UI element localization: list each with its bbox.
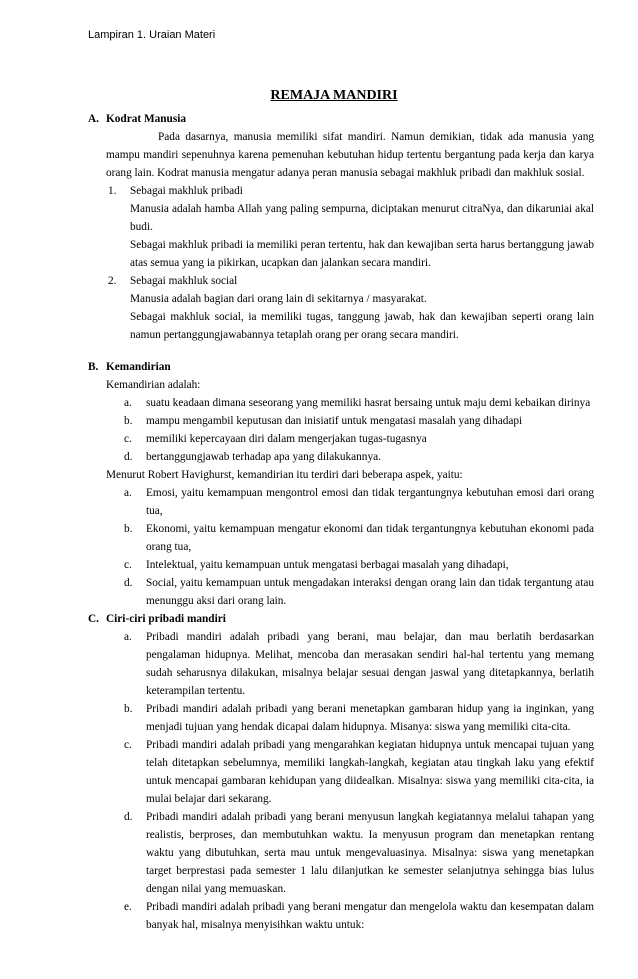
list-marker: b. bbox=[124, 523, 133, 535]
section-letter: B. bbox=[88, 361, 99, 373]
intro-text: Menurut Robert Havighurst, kemandirian itu terdiri dari beberapa aspek, yaitu: bbox=[106, 469, 463, 481]
list-marker: b. bbox=[124, 415, 133, 427]
header-note: Lampiran 1. Uraian Materi bbox=[88, 29, 216, 41]
list-item-text: Pribadi mandiri adalah pribadi yang berani mengatur dan mengelola waktu dan kesempatan dalam banyak hal, misalnya menyisihkan waktu untuk: bbox=[146, 901, 594, 931]
document-body bbox=[88, 110, 594, 934]
list-item-text: suatu keadaan dimana seseorang yang memiliki hasrat bersaing untuk maju demi kebaikan dirinya bbox=[146, 397, 591, 409]
section-a bbox=[88, 110, 594, 344]
list-item-text: Manusia adalah hamba Allah yang paling sempurna, diciptakan menurut citraNya, dan dikaruniai akal budi. bbox=[130, 203, 594, 233]
list-item-text: bertanggungjawab terhadap apa yang dilakukannya. bbox=[146, 451, 381, 463]
list-item bbox=[124, 394, 594, 412]
list-item-text: Pribadi mandiri adalah pribadi yang berani, mau belajar, dan mau berlatih berdasarkan pengalaman hidupnya. Melihat, mencoba dan merasakan sendiri hal-hal tertentu yang memang sudah seharusnya dilakukan, misalnya belajar sesuai dengan jaswal yang ditetapkannya, berlatih keterampilan tertentu. bbox=[146, 631, 594, 697]
section-heading bbox=[88, 110, 594, 128]
section-letter: C. bbox=[88, 613, 99, 625]
list-item bbox=[124, 628, 594, 700]
list-item-text: Pribadi mandiri adalah pribadi yang mengarahkan kegiatan hidupnya untuk mencapai tujuan yang telah ditetapkan sebelumnya, memiliki langkah-langkah, kegiatan atau tingkah laku yang efektif untuk mencapai gambaran kehidupan yang diidealkan. Misalnya: siswa yang memiliki cita-cita, ia mulai belajar dari sekarang. bbox=[146, 739, 594, 805]
list-item-text: Ekonomi, yaitu kemampuan mengatur ekonomi dan tidak tergantungnya kebutuhan ekonomi pada orang tua, bbox=[146, 523, 594, 553]
list-item-text: memiliki kepercayaan diri dalam mengerjakan tugas-tugasnya bbox=[146, 433, 427, 445]
list-marker: d. bbox=[124, 577, 133, 589]
section-title: Kodrat Manusia bbox=[106, 113, 187, 125]
list-item-text: Social, yaitu kemampuan untuk mengadakan interaksi dengan orang lain dan tidak tergantung atau menunggu aksi dari orang lain. bbox=[146, 577, 594, 607]
list-item bbox=[124, 430, 594, 448]
list-marker: 1. bbox=[108, 185, 117, 197]
list-item bbox=[124, 898, 594, 934]
section-c bbox=[88, 610, 594, 934]
list-item-text: Pribadi mandiri adalah pribadi yang berani menyusun langkah kegiatannya melalui tahapan yang realistis, berproses, dan membutuhkan waktu. Ia menyusun program dan menetapkan rentang waktu yang dibutuhkan, serta mau untuk mengevaluasinya. Misalnya: siswa yang menetapkan target berprestasi pada semester 1 lalu dilanjutkan ke semester selanjutnya sehingga bias lulus dengan nilai yang memuaskan. bbox=[146, 811, 594, 895]
list-item-title: Sebagai makhluk social bbox=[130, 275, 238, 287]
intro-text: Kemandirian adalah: bbox=[106, 379, 201, 391]
list-marker: b. bbox=[124, 703, 133, 715]
list-marker: c. bbox=[124, 739, 132, 751]
list-item bbox=[124, 808, 594, 898]
list-item-text: Pribadi mandiri adalah pribadi yang berani menetapkan gambaran hidup yang ia inginkan, yang menjadi tujuan yang hendak dicapai dalam hidupnya. Misanya: siswa yang memiliki cita-cita. bbox=[146, 703, 594, 733]
list-marker: c. bbox=[124, 559, 132, 571]
list-item-text: Sebagai makhluk social, ia memiliki tugas, tanggung jawab, hak dan kewajiban seperti orang lain namun pertanggungjawabannya tetaplah orang per orang secara mandiri. bbox=[130, 311, 594, 341]
section-title: Kemandirian bbox=[106, 361, 171, 373]
list-item bbox=[124, 448, 594, 466]
list-marker: d. bbox=[124, 451, 133, 463]
list-item-title: Sebagai makhluk pribadi bbox=[130, 185, 243, 197]
list-item bbox=[108, 272, 594, 344]
list-item bbox=[124, 700, 594, 736]
list-marker: a. bbox=[124, 631, 132, 643]
list-item-text: Sebagai makhluk pribadi ia memiliki peran tertentu, hak dan kewajiban serta harus bertanggung jawab atas semua yang ia pikirkan, ucapkan dan jalankan secara mandiri. bbox=[130, 239, 594, 269]
list-marker: a. bbox=[124, 487, 132, 499]
paragraph: Pada dasarnya, manusia memiliki sifat mandiri. Namun demikian, tidak ada manusia yang mampu mandiri sepenuhnya karena pemenuhan kebutuhan hidup tertentu bergantung pada kerja dan karya orang lain. Kodrat manusia mengatur adanya peran manusia sebagai makhluk pribadi dan makhluk sosial. bbox=[106, 131, 594, 179]
section-letter: A. bbox=[88, 113, 99, 125]
list-marker: e. bbox=[124, 901, 132, 913]
list-marker: d. bbox=[124, 811, 133, 823]
list-item bbox=[124, 574, 594, 610]
list-item-text: Manusia adalah bagian dari orang lain di sekitarnya / masyarakat. bbox=[130, 293, 427, 305]
list-item bbox=[108, 182, 594, 272]
page-title: REMAJA MANDIRI bbox=[270, 88, 398, 103]
list-item bbox=[124, 484, 594, 520]
list-item bbox=[124, 520, 594, 556]
list-item bbox=[124, 736, 594, 808]
list-marker: 2. bbox=[108, 275, 117, 287]
list-item bbox=[124, 412, 594, 430]
list-item bbox=[124, 556, 594, 574]
list-item-text: mampu mengambil keputusan dan inisiatif untuk mengatasi masalah yang dihadapi bbox=[146, 415, 523, 427]
list-marker: a. bbox=[124, 397, 132, 409]
list-item-text: Emosi, yaitu kemampuan mengontrol emosi dan tidak tergantungnya kebutuhan emosi dari orang tua, bbox=[146, 487, 594, 517]
section-b bbox=[88, 358, 594, 610]
section-heading bbox=[88, 610, 594, 628]
list-item-text: Intelektual, yaitu kemampuan untuk mengatasi berbagai masalah yang dihadapi, bbox=[146, 559, 509, 571]
list-marker: c. bbox=[124, 433, 132, 445]
section-title: Ciri-ciri pribadi mandiri bbox=[106, 613, 226, 625]
section-heading bbox=[88, 358, 594, 376]
